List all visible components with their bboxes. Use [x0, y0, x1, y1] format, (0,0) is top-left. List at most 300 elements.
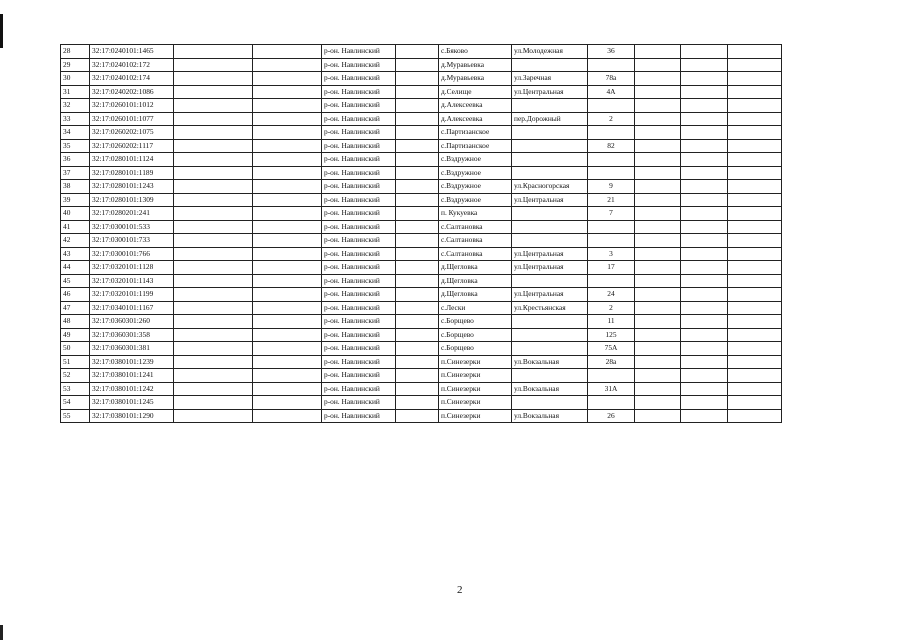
- cell-street: [512, 139, 588, 153]
- cell-col-11: [681, 99, 728, 113]
- cell-district: р-он. Навлинский: [322, 193, 396, 207]
- cell-col-12: [728, 288, 782, 302]
- table-row: [61, 409, 782, 423]
- cell-row-number: 52: [61, 369, 90, 383]
- cell-house-number: 75А: [588, 342, 635, 356]
- cell-col-6: [396, 58, 439, 72]
- cell-col-6: [396, 382, 439, 396]
- table-row: [61, 382, 782, 396]
- cell-col-3: [174, 315, 253, 329]
- cell-col-10: [635, 166, 681, 180]
- property-register-table: [60, 44, 782, 423]
- cell-col-3: [174, 166, 253, 180]
- cell-col-3: [174, 342, 253, 356]
- cell-col-4: [253, 301, 322, 315]
- cell-col-10: [635, 328, 681, 342]
- cell-house-number: 2: [588, 112, 635, 126]
- cell-district: р-он. Навлинский: [322, 166, 396, 180]
- cell-district: р-он. Навлинский: [322, 220, 396, 234]
- cell-col-4: [253, 99, 322, 113]
- table-row: [61, 207, 782, 221]
- cell-row-number: 46: [61, 288, 90, 302]
- cell-col-4: [253, 382, 322, 396]
- cell-settlement: с.Партизанское: [439, 126, 512, 140]
- cell-row-number: 30: [61, 72, 90, 86]
- cell-house-number: 11: [588, 315, 635, 329]
- cell-col-12: [728, 58, 782, 72]
- cell-col-3: [174, 139, 253, 153]
- cell-district: р-он. Навлинский: [322, 369, 396, 383]
- cell-col-12: [728, 247, 782, 261]
- cell-cadastral-number: 32:17:0360301:381: [90, 342, 174, 356]
- cell-street: [512, 58, 588, 72]
- cell-col-3: [174, 328, 253, 342]
- cell-street: [512, 126, 588, 140]
- cell-settlement: с.Вздружное: [439, 193, 512, 207]
- cell-settlement: с.Вздружное: [439, 180, 512, 194]
- cell-col-4: [253, 288, 322, 302]
- cell-row-number: 50: [61, 342, 90, 356]
- cell-house-number: 82: [588, 139, 635, 153]
- cell-cadastral-number: 32:17:0320101:1199: [90, 288, 174, 302]
- cell-house-number: 31А: [588, 382, 635, 396]
- cell-col-3: [174, 220, 253, 234]
- cell-cadastral-number: 32:17:0380101:1242: [90, 382, 174, 396]
- cell-col-4: [253, 153, 322, 167]
- cell-col-10: [635, 153, 681, 167]
- cell-col-12: [728, 328, 782, 342]
- cell-house-number: 28а: [588, 355, 635, 369]
- cell-row-number: 36: [61, 153, 90, 167]
- cell-col-3: [174, 261, 253, 275]
- cell-col-4: [253, 234, 322, 248]
- cell-col-4: [253, 220, 322, 234]
- cell-street: ул.Центральная: [512, 85, 588, 99]
- cell-cadastral-number: 32:17:0280101:1189: [90, 166, 174, 180]
- table-body: [61, 45, 782, 423]
- cell-col-4: [253, 342, 322, 356]
- cell-col-3: [174, 112, 253, 126]
- cell-settlement: с.Борщево: [439, 315, 512, 329]
- cell-district: р-он. Навлинский: [322, 139, 396, 153]
- cell-settlement: с.Борщево: [439, 342, 512, 356]
- cell-col-3: [174, 85, 253, 99]
- cell-col-6: [396, 139, 439, 153]
- cell-row-number: 43: [61, 247, 90, 261]
- cell-col-6: [396, 409, 439, 423]
- cell-col-4: [253, 409, 322, 423]
- cell-col-10: [635, 274, 681, 288]
- table-row: [61, 247, 782, 261]
- table-row: [61, 45, 782, 59]
- cell-cadastral-number: 32:17:0380101:1245: [90, 396, 174, 410]
- cell-col-3: [174, 382, 253, 396]
- cell-col-6: [396, 193, 439, 207]
- cell-col-12: [728, 409, 782, 423]
- cell-col-11: [681, 180, 728, 194]
- cell-cadastral-number: 32:17:0300101:733: [90, 234, 174, 248]
- cell-col-12: [728, 342, 782, 356]
- cell-col-11: [681, 58, 728, 72]
- cell-house-number: 7: [588, 207, 635, 221]
- cell-district: р-он. Навлинский: [322, 180, 396, 194]
- cell-house-number: 4А: [588, 85, 635, 99]
- cell-col-12: [728, 85, 782, 99]
- cell-col-6: [396, 234, 439, 248]
- cell-house-number: 17: [588, 261, 635, 275]
- cell-col-6: [396, 166, 439, 180]
- cell-cadastral-number: 32:17:0320101:1128: [90, 261, 174, 275]
- table-row: [61, 369, 782, 383]
- cell-col-3: [174, 207, 253, 221]
- cell-col-10: [635, 382, 681, 396]
- cell-row-number: 35: [61, 139, 90, 153]
- table-row: [61, 274, 782, 288]
- cell-col-4: [253, 139, 322, 153]
- cell-settlement: с.Вздружное: [439, 166, 512, 180]
- table-row: [61, 328, 782, 342]
- table-row: [61, 288, 782, 302]
- cell-house-number: [588, 220, 635, 234]
- cell-col-6: [396, 112, 439, 126]
- cell-settlement: д.Щегловка: [439, 288, 512, 302]
- cell-col-12: [728, 274, 782, 288]
- cell-row-number: 51: [61, 355, 90, 369]
- cell-street: [512, 369, 588, 383]
- cell-cadastral-number: 32:17:0360301:358: [90, 328, 174, 342]
- cell-district: р-он. Навлинский: [322, 247, 396, 261]
- cell-col-6: [396, 328, 439, 342]
- cell-district: р-он. Навлинский: [322, 85, 396, 99]
- cell-col-6: [396, 301, 439, 315]
- cell-col-6: [396, 342, 439, 356]
- cell-col-12: [728, 193, 782, 207]
- cell-col-4: [253, 261, 322, 275]
- cell-row-number: 55: [61, 409, 90, 423]
- cell-col-4: [253, 274, 322, 288]
- cell-cadastral-number: 32:17:0240102:172: [90, 58, 174, 72]
- cell-col-4: [253, 85, 322, 99]
- cell-settlement: д.Щегловка: [439, 274, 512, 288]
- cell-col-10: [635, 139, 681, 153]
- cell-row-number: 38: [61, 180, 90, 194]
- cell-house-number: [588, 99, 635, 113]
- cell-house-number: 125: [588, 328, 635, 342]
- cell-col-4: [253, 72, 322, 86]
- cell-col-6: [396, 369, 439, 383]
- cell-cadastral-number: 32:17:0360301:260: [90, 315, 174, 329]
- cell-col-10: [635, 409, 681, 423]
- cell-col-3: [174, 99, 253, 113]
- cell-col-3: [174, 274, 253, 288]
- cell-settlement: с.Борщево: [439, 328, 512, 342]
- cell-street: [512, 153, 588, 167]
- cell-settlement: д.Щегловка: [439, 261, 512, 275]
- cell-col-11: [681, 45, 728, 59]
- cell-col-6: [396, 126, 439, 140]
- cell-row-number: 28: [61, 45, 90, 59]
- cell-settlement: с.Салтановка: [439, 247, 512, 261]
- cell-col-10: [635, 99, 681, 113]
- cell-street: [512, 220, 588, 234]
- cell-col-11: [681, 220, 728, 234]
- cell-settlement: д.Муравьевка: [439, 72, 512, 86]
- table-row: [61, 139, 782, 153]
- cell-settlement: п.Синезерки: [439, 409, 512, 423]
- table-row: [61, 342, 782, 356]
- cell-col-11: [681, 126, 728, 140]
- cell-house-number: 2: [588, 301, 635, 315]
- cell-col-12: [728, 369, 782, 383]
- cell-row-number: 53: [61, 382, 90, 396]
- cell-col-10: [635, 288, 681, 302]
- cell-col-6: [396, 99, 439, 113]
- cell-col-12: [728, 301, 782, 315]
- cell-street: ул.Центральная: [512, 261, 588, 275]
- cell-col-11: [681, 85, 728, 99]
- cell-col-6: [396, 153, 439, 167]
- cell-col-12: [728, 396, 782, 410]
- cell-street: [512, 342, 588, 356]
- cell-col-3: [174, 193, 253, 207]
- scan-edge-mark: [0, 625, 3, 640]
- cell-col-11: [681, 207, 728, 221]
- cell-col-12: [728, 126, 782, 140]
- cell-col-11: [681, 247, 728, 261]
- cell-cadastral-number: 32:17:0380101:1290: [90, 409, 174, 423]
- cell-settlement: с.Партизанское: [439, 139, 512, 153]
- cell-col-10: [635, 342, 681, 356]
- cell-street: [512, 207, 588, 221]
- cell-house-number: 36: [588, 45, 635, 59]
- cell-row-number: 41: [61, 220, 90, 234]
- cell-house-number: 9: [588, 180, 635, 194]
- cell-settlement: п.Синезерки: [439, 355, 512, 369]
- table-row: [61, 180, 782, 194]
- cell-col-6: [396, 396, 439, 410]
- cell-col-11: [681, 301, 728, 315]
- cell-house-number: 24: [588, 288, 635, 302]
- cell-col-11: [681, 193, 728, 207]
- cell-cadastral-number: 32:17:0260202:1117: [90, 139, 174, 153]
- table-row: [61, 166, 782, 180]
- cell-street: [512, 274, 588, 288]
- cell-street: [512, 315, 588, 329]
- cell-house-number: [588, 369, 635, 383]
- cell-street: [512, 396, 588, 410]
- cell-row-number: 31: [61, 85, 90, 99]
- table-row: [61, 153, 782, 167]
- cell-settlement: с.Салтановка: [439, 220, 512, 234]
- cell-col-4: [253, 45, 322, 59]
- cell-col-10: [635, 315, 681, 329]
- cell-row-number: 45: [61, 274, 90, 288]
- cell-col-10: [635, 234, 681, 248]
- cell-cadastral-number: 32:17:0280101:1243: [90, 180, 174, 194]
- cell-cadastral-number: 32:17:0260101:1012: [90, 99, 174, 113]
- cell-cadastral-number: 32:17:0340101:1167: [90, 301, 174, 315]
- page-number: 2: [457, 584, 463, 596]
- cell-col-11: [681, 342, 728, 356]
- cell-row-number: 33: [61, 112, 90, 126]
- cell-col-10: [635, 247, 681, 261]
- cell-col-6: [396, 220, 439, 234]
- cell-settlement: с.Лески: [439, 301, 512, 315]
- cell-col-11: [681, 382, 728, 396]
- cell-col-12: [728, 234, 782, 248]
- cell-col-11: [681, 396, 728, 410]
- cell-district: р-он. Навлинский: [322, 301, 396, 315]
- cell-cadastral-number: 32:17:0280101:1124: [90, 153, 174, 167]
- cell-col-4: [253, 166, 322, 180]
- cell-settlement: с.Вздружное: [439, 153, 512, 167]
- cell-district: р-он. Навлинский: [322, 288, 396, 302]
- table-row: [61, 193, 782, 207]
- cell-cadastral-number: 32:17:0380101:1239: [90, 355, 174, 369]
- cell-street: ул.Заречная: [512, 72, 588, 86]
- cell-col-11: [681, 409, 728, 423]
- cell-col-11: [681, 72, 728, 86]
- cell-house-number: 26: [588, 409, 635, 423]
- cell-col-4: [253, 112, 322, 126]
- cell-col-4: [253, 58, 322, 72]
- cell-col-3: [174, 409, 253, 423]
- cell-street: пер.Дорожный: [512, 112, 588, 126]
- table-row: [61, 261, 782, 275]
- cell-col-10: [635, 207, 681, 221]
- cell-cadastral-number: 32:17:0240102:174: [90, 72, 174, 86]
- cell-district: р-он. Навлинский: [322, 234, 396, 248]
- cell-col-6: [396, 261, 439, 275]
- cell-col-11: [681, 355, 728, 369]
- cell-street: ул.Крестьянская: [512, 301, 588, 315]
- cell-col-6: [396, 45, 439, 59]
- cell-col-4: [253, 180, 322, 194]
- cell-cadastral-number: 32:17:0240101:1465: [90, 45, 174, 59]
- cell-col-3: [174, 234, 253, 248]
- cell-col-3: [174, 126, 253, 140]
- table-row: [61, 234, 782, 248]
- cell-row-number: 49: [61, 328, 90, 342]
- cell-cadastral-number: 32:17:0300101:766: [90, 247, 174, 261]
- cell-house-number: [588, 234, 635, 248]
- cell-street: ул.Красногорская: [512, 180, 588, 194]
- cell-col-4: [253, 247, 322, 261]
- cell-row-number: 37: [61, 166, 90, 180]
- cell-col-12: [728, 382, 782, 396]
- cell-row-number: 39: [61, 193, 90, 207]
- cell-street: ул.Центральная: [512, 193, 588, 207]
- cell-col-12: [728, 261, 782, 275]
- cell-district: р-он. Навлинский: [322, 409, 396, 423]
- cell-cadastral-number: 32:17:0260101:1077: [90, 112, 174, 126]
- table-row: [61, 396, 782, 410]
- cell-row-number: 42: [61, 234, 90, 248]
- cell-col-6: [396, 288, 439, 302]
- table-row: [61, 72, 782, 86]
- cell-col-11: [681, 153, 728, 167]
- cell-col-11: [681, 274, 728, 288]
- cell-col-12: [728, 72, 782, 86]
- cell-col-3: [174, 45, 253, 59]
- cell-col-3: [174, 369, 253, 383]
- cell-col-6: [396, 247, 439, 261]
- cell-cadastral-number: 32:17:0300101:533: [90, 220, 174, 234]
- cell-street: [512, 234, 588, 248]
- cell-street: ул.Центральная: [512, 247, 588, 261]
- cell-col-11: [681, 139, 728, 153]
- cell-street: ул.Молодежная: [512, 45, 588, 59]
- cell-district: р-он. Навлинский: [322, 382, 396, 396]
- cell-house-number: 21: [588, 193, 635, 207]
- cell-district: р-он. Навлинский: [322, 126, 396, 140]
- cell-col-10: [635, 369, 681, 383]
- cell-settlement: д.Муравьевка: [439, 58, 512, 72]
- cell-settlement: д.Алексеевка: [439, 99, 512, 113]
- cell-col-10: [635, 261, 681, 275]
- cell-house-number: [588, 58, 635, 72]
- cell-col-4: [253, 193, 322, 207]
- cell-col-3: [174, 72, 253, 86]
- table-row: [61, 126, 782, 140]
- cell-col-4: [253, 396, 322, 410]
- cell-col-10: [635, 45, 681, 59]
- cell-district: р-он. Навлинский: [322, 396, 396, 410]
- cell-col-10: [635, 58, 681, 72]
- table-row: [61, 112, 782, 126]
- cell-district: р-он. Навлинский: [322, 261, 396, 275]
- cell-col-11: [681, 288, 728, 302]
- cell-col-11: [681, 234, 728, 248]
- cell-cadastral-number: 32:17:0320101:1143: [90, 274, 174, 288]
- cell-col-4: [253, 207, 322, 221]
- cell-col-10: [635, 126, 681, 140]
- cell-cadastral-number: 32:17:0280201:241: [90, 207, 174, 221]
- cell-col-11: [681, 315, 728, 329]
- cell-col-4: [253, 315, 322, 329]
- cell-col-10: [635, 112, 681, 126]
- cell-street: ул.Вокзальная: [512, 355, 588, 369]
- cell-col-10: [635, 72, 681, 86]
- cell-cadastral-number: 32:17:0240202:1086: [90, 85, 174, 99]
- cell-col-11: [681, 166, 728, 180]
- cell-district: р-он. Навлинский: [322, 315, 396, 329]
- cell-settlement: п.Синезерки: [439, 396, 512, 410]
- cell-col-11: [681, 369, 728, 383]
- cell-row-number: 34: [61, 126, 90, 140]
- cell-col-6: [396, 274, 439, 288]
- cell-col-12: [728, 153, 782, 167]
- cell-settlement: с.Салтановка: [439, 234, 512, 248]
- cell-col-11: [681, 261, 728, 275]
- cell-col-3: [174, 355, 253, 369]
- cell-col-4: [253, 126, 322, 140]
- cell-col-10: [635, 193, 681, 207]
- cell-col-12: [728, 315, 782, 329]
- table-row: [61, 99, 782, 113]
- cell-row-number: 47: [61, 301, 90, 315]
- cell-district: р-он. Навлинский: [322, 72, 396, 86]
- cell-col-4: [253, 328, 322, 342]
- cell-col-3: [174, 153, 253, 167]
- cell-col-6: [396, 207, 439, 221]
- cell-street: [512, 166, 588, 180]
- cell-district: р-он. Навлинский: [322, 99, 396, 113]
- cell-house-number: 3: [588, 247, 635, 261]
- cell-cadastral-number: 32:17:0380101:1241: [90, 369, 174, 383]
- cell-settlement: п.Синезерки: [439, 382, 512, 396]
- cell-col-3: [174, 58, 253, 72]
